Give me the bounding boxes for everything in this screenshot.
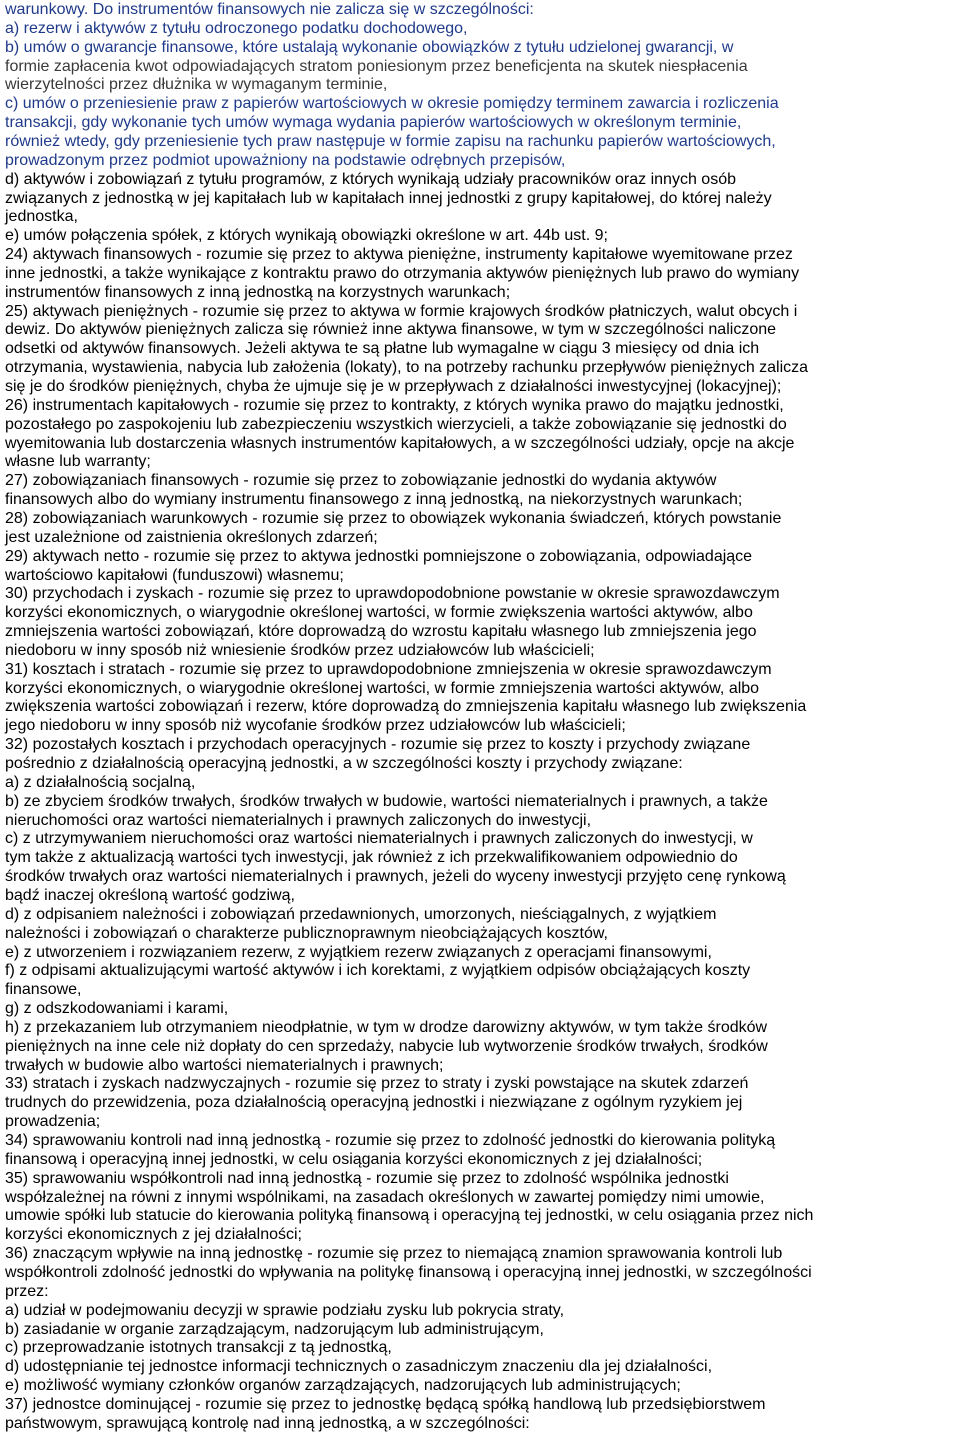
text-line: państwowym, sprawującą kontrolę nad inną jednostką, a w szczególności:: [5, 1414, 530, 1432]
text-line: 32) pozostałych kosztach i przychodach operacyjnych - rozumie się przez to koszty i przychody związane: [5, 736, 751, 754]
text-line: a) rezerw i aktywów z tytułu odroczonego podatku dochodowego,: [5, 19, 468, 37]
text-line: 27) zobowiązaniach finansowych - rozumie się przez to zobowiązanie jednostki do wydania aktywów: [5, 472, 717, 490]
text-line: korzyści ekonomicznych, o wiarygodnie określonej wartości, w formie zwiększenia wartości aktywów, albo: [5, 604, 753, 622]
text-line: d) udostępnianie tej jednostce informacji technicznych o zasadniczym znaczeniu dla jej działalności,: [5, 1358, 713, 1376]
text-line: przez:: [5, 1282, 49, 1300]
text-line: b) ze zbyciem środków trwałych, środków trwałych w budowie, wartości niematerialnych i prawnych, a także: [5, 792, 768, 810]
text-line: prowadzenia;: [5, 1113, 101, 1131]
text-line: e) z utworzeniem i rozwiązaniem rezerw, z wyjątkiem rezerw związanych z operacjami finansowymi,: [5, 943, 712, 961]
text-line: współzależnej na równi z innymi wspólnikami, na zasadach określonych w zawartej pomiędzy nimi umowie,: [5, 1188, 765, 1206]
text-line: umowie spółki lub statucie do kierowania polityką finansową i operacyjną tej jednostki, w celu osiągania przez nich: [5, 1207, 814, 1225]
text-line: c) przeprowadzanie istotnych transakcji z tą jednostką,: [5, 1339, 392, 1357]
text-line: niedoboru w inny sposób niż wniesienie środków przez udziałowców lub właścicieli;: [5, 641, 595, 659]
text-line: inne jednostki, a także wynikające z kontraktu prawo do otrzymania aktywów pieniężnych lub prawo do wymiany: [5, 264, 800, 282]
text-line: wierzytelności przez dłużnika w wymaganym terminie,: [5, 76, 388, 94]
text-line: 30) przychodach i zyskach - rozumie się przez to uprawdopodobnione powstanie w okresie sprawozdawczym: [5, 585, 780, 603]
text-line: e) umów połączenia spółek, z których wynikają obowiązki określone w art. 44b ust. 9;: [5, 227, 608, 245]
text-line: 35) sprawowaniu współkontroli nad inną jednostką - rozumie się przez to zdolność wspólnika jednostki: [5, 1169, 729, 1187]
text-line: wartościowo kapitałowi (funduszowi) własnemu;: [5, 566, 344, 584]
text-line: wyemitowania lub dostarczenia własnych instrumentów kapitałowych, a w szczególności udziały, opcje na akcje: [5, 434, 795, 452]
text-line: korzyści ekonomicznych, o wiarygodnie określonej wartości, w formie zmniejszenia wartości aktywów, albo: [5, 679, 760, 697]
text-line: finansowe,: [5, 981, 82, 999]
text-line: h) z przekazaniem lub otrzymaniem nieodpłatnie, w tym w drodze darowizny aktywów, w tym także środków: [5, 1018, 768, 1036]
text-line: formie zapłacenia kwot odpowiadających stratom poniesionym przez beneficjenta na skutek niespłacenia: [5, 57, 748, 75]
text-line: zmniejszenia wartości zobowiązań, które doprowadzą do wzrostu kapitału własnego lub zmniejszenia jego: [5, 623, 757, 641]
text-line: a) udział w podejmowaniu decyzji w sprawie podziału zysku lub pokrycia straty,: [5, 1301, 565, 1319]
text-line: 26) instrumentach kapitałowych - rozumie się przez to kontrakty, z których wynika prawo do majątku jednostki,: [5, 396, 784, 414]
text-line: a) z działalnością socjalną,: [5, 773, 196, 791]
text-line: jest uzależnione od zaistnienia określonych zdarzeń;: [5, 528, 378, 546]
text-line: należności i zobowiązań o charakterze publicznoprawnym nieobciążających kosztów,: [5, 924, 608, 942]
text-line: otrzymania, wystawienia, nabycia lub założenia (lokaty), to na potrzeby rachunku przepływów pieniężnych zalicza: [5, 359, 809, 377]
text-line: transakcji, gdy wykonanie tych umów wymaga wydania papierów wartościowych w określonym terminie,: [5, 114, 742, 132]
text-line: odsetki od aktywów finansowych. Jeżeli aktywa te są płatne lub wymagalne w ciągu 3 miesięcy od dnia ich: [5, 340, 760, 358]
text-line: zwiększenia wartości zobowiązań i rezerw, które doprowadzą do zmniejszenia kapitału własnego lub zwiększenia: [5, 698, 807, 716]
text-line: pieniężnych na inne cele niż dopłaty do cen sprzedaży, nabycie lub wytworzenie środków trwałych, środków: [5, 1037, 768, 1055]
text-line: 25) aktywach pieniężnych - rozumie się przez to aktywa w formie krajowych środków płatniczych, walut obcych i: [5, 302, 798, 320]
text-line: finansowych albo do wymiany instrumentu finansowego z inną jednostką, na niekorzystnych warunkach;: [5, 491, 743, 509]
text-line: współkontroli zdolność jednostki do wpływania na politykę finansową i operacyjną innej jednostki, w szczególności: [5, 1263, 812, 1281]
text-line: bądź inaczej określoną wartość godziwą,: [5, 886, 295, 904]
text-line: tym także z aktualizacją wartości tych inwestycji, jak również z ich przekwalifikowaniem odpowiednio do: [5, 849, 738, 867]
text-line: trudnych do przewidzenia, poza działalnością operacyjną jednostki i niezwiązane z ogólnym ryzykiem jej: [5, 1094, 743, 1112]
text-line: pośrednio z działalnością operacyjną jednostki, a w szczególności koszty i przychody związane:: [5, 755, 683, 772]
text-line: 33) stratach i zyskach nadzwyczajnych - rozumie się przez to straty i zyski powstające na skutek zdarzeń: [5, 1075, 749, 1093]
text-line: 29) aktywach netto - rozumie się przez to aktywa jednostki pomniejszone o zobowiązania, odpowiadające: [5, 547, 753, 565]
text-line: 24) aktywach finansowych - rozumie się przez to aktywa pieniężne, instrumenty kapitałowe wyemitowane przez: [5, 246, 793, 264]
text-line: również wtedy, gdy przeniesienie tych praw następuje w formie zapisu na rachunku papierów wartościowych,: [5, 132, 776, 150]
text-line: jego niedoboru w inny sposób niż wycofanie środków przez udziałowców lub właścicieli;: [5, 717, 626, 735]
text-line: dewiz. Do aktywów pieniężnych zalicza się również inne aktywa finansowe, w tym w szczególności naliczone: [5, 321, 777, 339]
text-line: 37) jednostce dominującej - rozumie się przez to jednostkę będącą spółką handlową lub przedsiębiorstwem: [5, 1395, 766, 1413]
text-line: b) umów o gwarancje finansowe, które ustalają wykonanie obowiązków z tytułu udzielonej gwarancji, w: [5, 38, 734, 56]
text-line: 31) kosztach i stratach - rozumie się przez to uprawdopodobnione zmniejszenia w okresie sprawozdawczym: [5, 660, 772, 678]
text-line: jednostka,: [5, 208, 78, 226]
text-line: się je do środków pieniężnych, chyba że ujmuje się je w przepływach z działalności inwestycyjnej (lokacyjnej);: [5, 378, 782, 395]
text-line: pozostałego po zaspokojeniu lub zabezpieczeniu wszystkich wierzycieli, a także zobowiązanie się jednostki do: [5, 415, 787, 433]
text-line: trwałych w budowie albo wartości niematerialnych i prawnych;: [5, 1056, 444, 1074]
text-line: 36) znaczącym wpływie na inną jednostkę - rozumie się przez to niemającą znamion sprawowania kontroli lub: [5, 1245, 783, 1263]
text-line: instrumentów finansowych z inną jednostką na korzystnych warunkach;: [5, 283, 511, 301]
text-line: warunkowy. Do instrumentów finansowych nie zalicza się w szczególności:: [5, 1, 534, 18]
text-line: b) zasiadanie w organie zarządzającym, nadzorującym lub administrującym,: [5, 1320, 544, 1338]
text-line: 34) sprawowaniu kontroli nad inną jednostką - rozumie się przez to zdolność jednostki do kierowania polityką: [5, 1132, 776, 1149]
text-line: nieruchomości oraz wartości niematerialnych i prawnych zaliczonych do inwestycji,: [5, 811, 592, 829]
text-line: korzyści ekonomicznych z jej działalności;: [5, 1226, 302, 1244]
text-line: f) z odpisami aktualizującymi wartość aktywów i ich korektami, z wyjątkiem odpisów obciążających koszty: [5, 962, 751, 980]
text-line: finansową i operacyjną innej jednostki, w celu osiągania korzyści ekonomicznych z jej działalności;: [5, 1150, 703, 1168]
text-line: g) z odszkodowaniami i karami,: [5, 1000, 229, 1018]
text-line: d) z odpisaniem należności i zobowiązań przedawnionych, umorzonych, nieściągalnych, z wyjątkiem: [5, 905, 717, 923]
text-line: e) możliwość wymiany członków organów zarządzających, nadzorujących lub administrujących;: [5, 1377, 681, 1395]
text-line: c) umów o przeniesienie praw z papierów wartościowych w okresie pomiędzy terminem zawarcia i rozliczenia: [5, 95, 779, 113]
text-line: własne lub warranty;: [5, 453, 151, 471]
text-line: c) z utrzymywaniem nieruchomości oraz wartości niematerialnych i prawnych zaliczonych do inwestycji, w: [5, 830, 753, 848]
text-line: środków trwałych oraz wartości niematerialnych i prawnych, jeżeli do wyceny inwestycji przyjęto cenę rynkową: [5, 868, 786, 886]
text-line: prowadzonym przez podmiot upoważniony na podstawie odrębnych przepisów,: [5, 151, 566, 169]
text-line: d) aktywów i zobowiązań z tytułu programów, z których wynikają udziały pracowników oraz innych osób: [5, 170, 736, 188]
text-line: 28) zobowiązaniach warunkowych - rozumie się przez to obowiązek wykonania świadczeń, których powstanie: [5, 509, 782, 527]
text-line: związanych z jednostką w jej kapitałach lub w kapitałach innej jednostki z grupy kapitałowej, do której należy: [5, 189, 772, 207]
